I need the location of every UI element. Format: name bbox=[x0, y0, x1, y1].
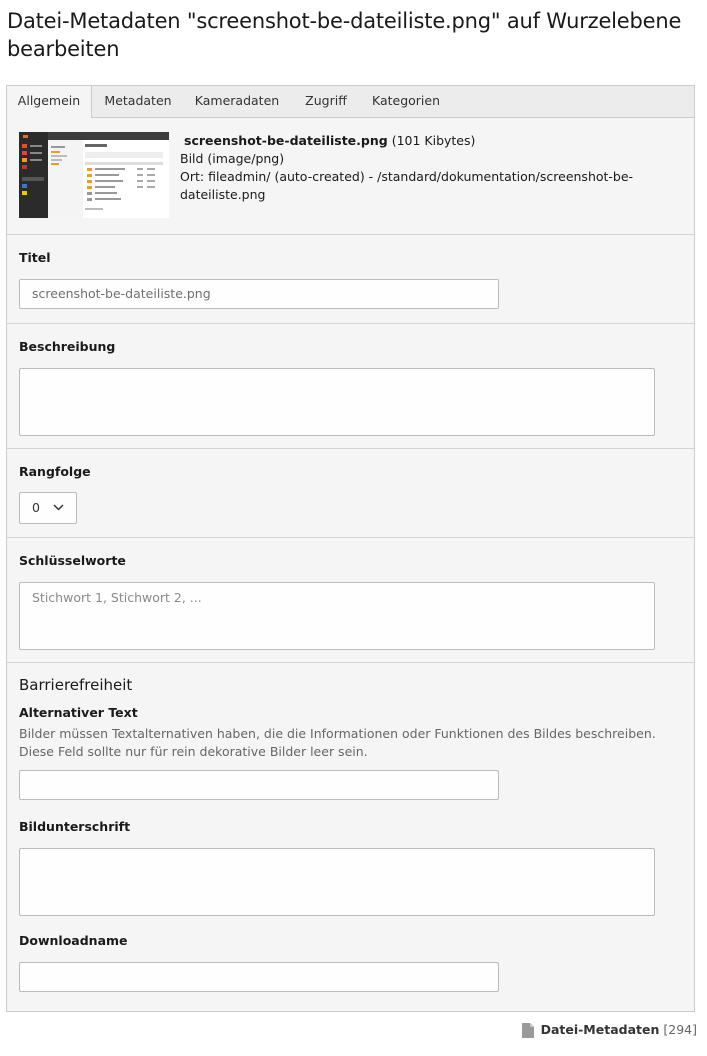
file-icon bbox=[522, 1023, 534, 1038]
chevron-down-icon bbox=[53, 504, 64, 511]
record-footer bbox=[522, 1021, 697, 1039]
ranking-label: Rangfolge bbox=[19, 464, 91, 479]
file-name-line bbox=[180, 132, 660, 150]
screenshot-thumbnail-image bbox=[19, 132, 169, 218]
file-info-section bbox=[7, 117, 694, 235]
file-type: Bild (image/png) bbox=[180, 151, 285, 166]
description-textarea[interactable] bbox=[19, 368, 655, 436]
download-name-label: Downloadname bbox=[19, 933, 128, 948]
file-size: (101 Kibytes) bbox=[391, 133, 476, 148]
keywords-textarea[interactable]: Stichwort 1, Stichwort 2, ... bbox=[19, 582, 655, 650]
alt-text-help: Bilder müssen Textalternativen haben, die die Informationen oder Funktionen des Bildes beschreiben. Diese Feld sollte nur für rein dekorative Bilder leer sein. bbox=[19, 726, 656, 759]
tab-zugriff[interactable]: Zugriff bbox=[305, 93, 347, 108]
description-label: Beschreibung bbox=[19, 339, 116, 354]
file-thumbnail[interactable] bbox=[19, 132, 169, 218]
title-label: Titel bbox=[19, 250, 51, 265]
record-id: [294] bbox=[663, 1022, 697, 1037]
tab-bar bbox=[7, 86, 694, 118]
alt-text-label: Alternativer Text bbox=[19, 705, 138, 720]
ranking-select[interactable] bbox=[19, 492, 77, 524]
file-location: Ort: fileadmin/ (auto-created) - /standard/dokumentation/screenshot-be-dateiliste.png bbox=[180, 169, 634, 202]
accessibility-heading: Barrierefreiheit bbox=[19, 676, 133, 694]
file-info-text bbox=[180, 132, 660, 204]
file-name: screenshot-be-dateiliste.png bbox=[184, 133, 388, 148]
tab-metadaten[interactable]: Metadaten bbox=[104, 93, 172, 108]
caption-textarea[interactable] bbox=[19, 848, 655, 916]
caption-label: Bildunterschrift bbox=[19, 819, 131, 834]
tab-allgemein[interactable]: Allgemein bbox=[7, 86, 92, 118]
alt-text-input[interactable] bbox=[19, 770, 499, 800]
edit-form-panel bbox=[6, 85, 695, 1012]
tab-kategorien[interactable]: Kategorien bbox=[371, 93, 441, 108]
keywords-section bbox=[7, 537, 694, 663]
page-title: Datei-Metadaten "screenshot-be-dateiliste.png" auf Wurzelebene bearbeiten bbox=[7, 9, 682, 61]
title-section bbox=[7, 234, 694, 324]
title-input[interactable]: screenshot-be-dateiliste.png bbox=[19, 279, 499, 309]
ranking-select-value: 0 bbox=[32, 500, 40, 515]
ranking-section bbox=[7, 448, 694, 538]
accessibility-section bbox=[7, 662, 694, 1011]
keywords-label: Schlüsselworte bbox=[19, 553, 126, 568]
download-name-input[interactable] bbox=[19, 962, 499, 992]
record-title: Datei-Metadaten bbox=[540, 1022, 660, 1037]
tab-kameradaten[interactable]: Kameradaten bbox=[194, 93, 280, 108]
description-section bbox=[7, 323, 694, 449]
